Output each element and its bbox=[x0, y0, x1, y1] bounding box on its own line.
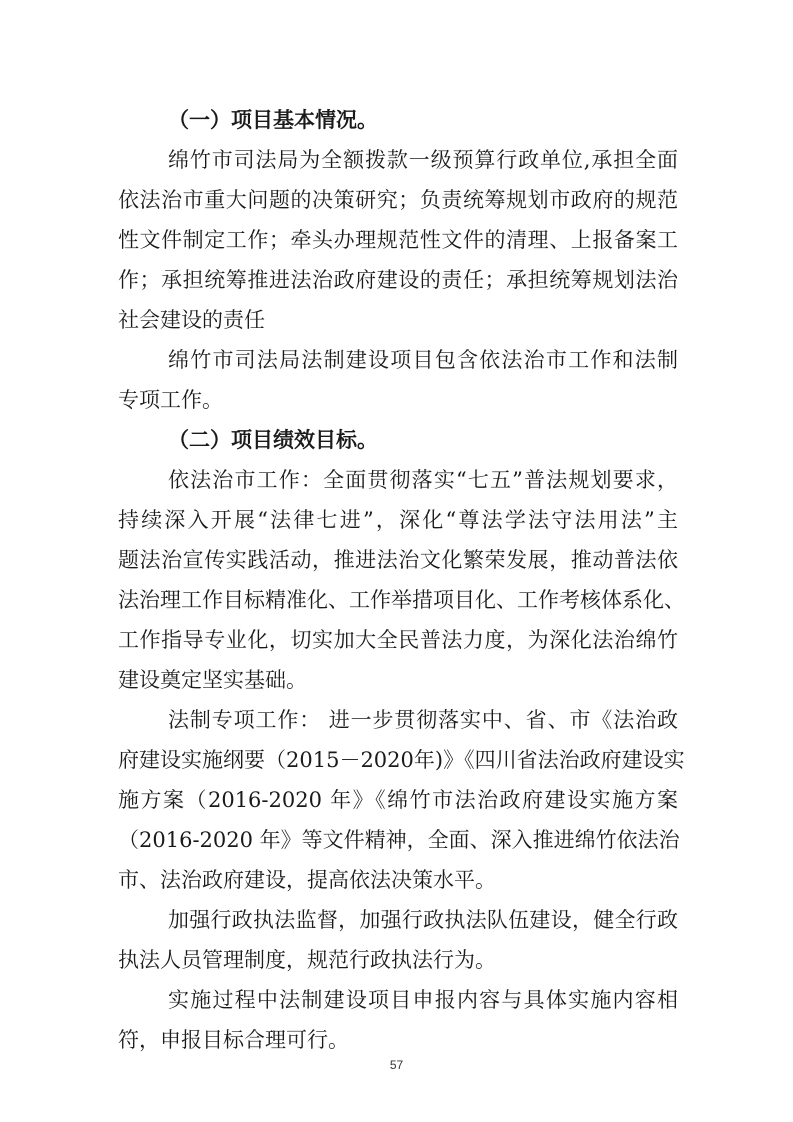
section-2-paragraph-2-line-2: 府建设实施纲要（2015－2020年)》《四川省法治政府建设实 bbox=[118, 748, 685, 772]
section-1-paragraph-1-line-5: 社会建设的责任 bbox=[118, 308, 265, 332]
section-2-paragraph-4-line-2: 符，申报目标合理可行。 bbox=[118, 1028, 349, 1052]
section-2-paragraph-1-line-2: 持续深入开展“法律七进”，深化“尊法学法守法用法”主 bbox=[118, 508, 678, 532]
section-1-paragraph-1-line-1: 绵竹市司法局为全额拨款一级预算行政单位,承担全面 bbox=[168, 148, 678, 172]
section-2-paragraph-1-line-6: 建设奠定坚实基础。 bbox=[118, 668, 307, 692]
section-1-paragraph-1-line-2: 依法治市重大问题的决策研究；负责统筹规划市政府的规范 bbox=[118, 188, 678, 212]
section-1-heading: （一）项目基本情况。 bbox=[168, 107, 378, 132]
section-1-paragraph-2-line-1: 绵竹市司法局法制建设项目包含依法治市工作和法制 bbox=[168, 348, 678, 372]
section-1-paragraph-2-line-2: 专项工作。 bbox=[118, 388, 223, 412]
section-2-paragraph-2-line-5: 市、法治政府建设，提高依法决策水平。 bbox=[118, 868, 496, 892]
section-2-paragraph-1-line-4: 法治理工作目标精准化、工作举措项目化、工作考核体系化、 bbox=[118, 588, 685, 612]
section-2-paragraph-1-line-5: 工作指导专业化，切实加大全民普法力度，为深化法治绵竹 bbox=[118, 628, 678, 652]
page-number: 57 bbox=[389, 1058, 404, 1072]
section-2-paragraph-2-line-4: （2016-2020 年》等文件精神，全面、深入推进绵竹依法治 bbox=[118, 828, 680, 852]
section-2-paragraph-1-line-3: 题法治宣传实践活动，推进法治文化繁荣发展，推动普法依 bbox=[118, 548, 678, 572]
section-1-paragraph-1-line-4: 作；承担统筹推进法治政府建设的责任；承担统筹规划法治 bbox=[118, 268, 678, 292]
section-2-paragraph-3-line-2: 执法人员管理制度，规范行政执法行为。 bbox=[118, 948, 496, 972]
section-2-paragraph-3-line-1: 加强行政执法监督，加强行政执法队伍建设，健全行政 bbox=[168, 908, 678, 932]
section-2-paragraph-4-line-1: 实施过程中法制建设项目申报内容与具体实施内容相 bbox=[168, 988, 678, 1012]
section-2-heading: （二）项目绩效目标。 bbox=[168, 427, 378, 452]
section-1-paragraph-1-line-3: 性文件制定工作；牵头办理规范性文件的清理、上报备案工 bbox=[118, 228, 678, 252]
section-2-paragraph-2-line-1: 法制专项工作： 进一步贯彻落实中、省、市《法治政 bbox=[168, 708, 678, 732]
section-2-paragraph-2-line-3: 施方案（2016-2020 年》《绵竹市法治政府建设实施方案 bbox=[118, 788, 678, 812]
section-2-paragraph-1-line-1: 依法治市工作：全面贯彻落实“七五”普法规划要求， bbox=[168, 468, 678, 492]
